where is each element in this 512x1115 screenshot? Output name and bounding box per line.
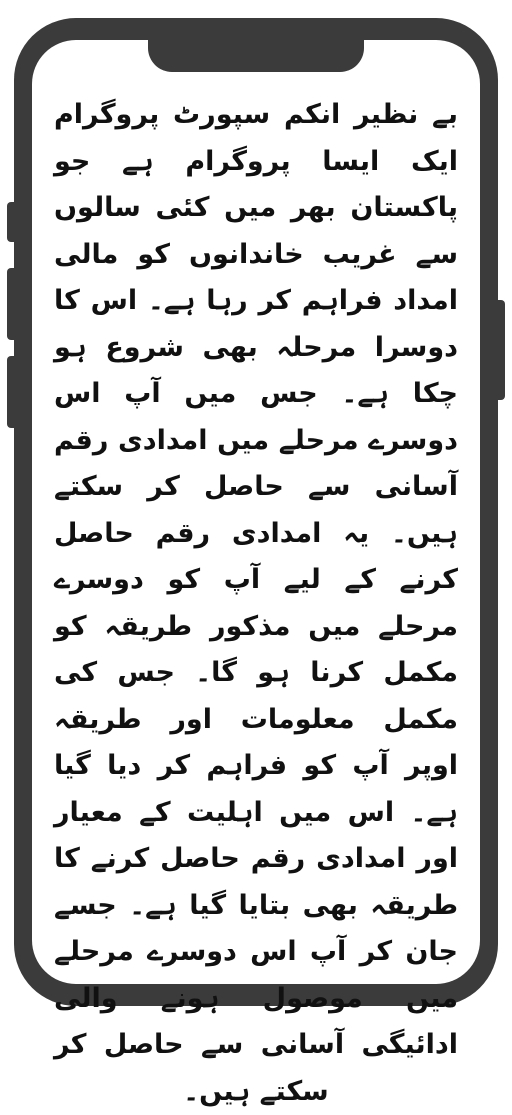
- phone-volume-down-button: [7, 356, 16, 428]
- phone-screen[interactable]: [32, 40, 480, 1107]
- phone-notch: [148, 32, 364, 72]
- phone-power-button: [496, 300, 505, 400]
- phone-volume-up-button: [7, 268, 16, 340]
- article-text: بے نظیر انکم سپورٹ پروگرام ایک ایسا پروگرام ہے جو پاکستان بھر میں کئی سالوں سے غریب خاندانوں کو مالی امداد فراہم کر رہا ہے۔ اس کا دوسرا مرحلہ بھی شروع ہو چکا ہے۔ جس میں آپ اس دوسرے مرحلے میں امدادی رقم آسانی سے حاصل کر سکتے ہیں۔ یہ امدادی رقم حاصل کرنے کے لیے آپ کو دوسرے مرحلے میں مذکور طریقہ کو مکمل کرنا ہو گا۔ جس کی مکمل معلومات اور طریقہ اوپر آپ کو فراہم کر دیا گیا ہے۔ اس میں اہلیت کے معیار اور امدادی رقم حاصل کرنے کا طریقہ بھی بتایا گیا ہے۔ جسے جان کر آپ اس دوسرے مرحلے میں موصول ہونے والی ادائیگی آسانی سے حاصل کر سکتے ہیں۔: [54, 99, 458, 1107]
- phone-side-button: [7, 202, 16, 242]
